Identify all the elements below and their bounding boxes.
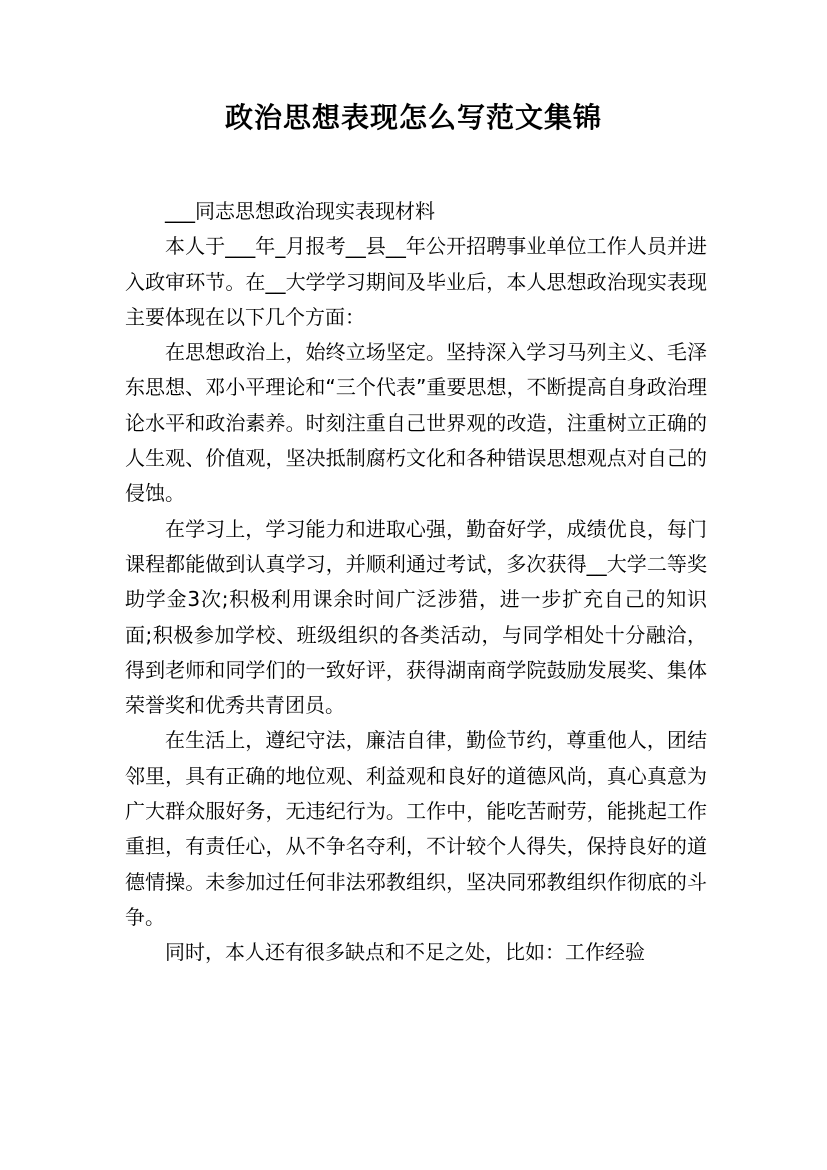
document-title: 政治思想表现怎么写范文集锦: [224, 101, 602, 134]
paragraph-intro: 本人于___年_月报考__县__年公开招聘事业单位工作人员并进入政审环节。在__大学学习期间及毕业后，本人思想政治现实表现主要体现在以下几个方面：: [125, 234, 707, 329]
paragraph-study: 在学习上，学习能力和进取心强，勤奋好学，成绩优良，每门课程都能做到认真学习，并顺利通过考试，多次获得__大学二等奖助学金3次;积极利用课余时间广泛涉猎，进一步扩充自己的知识面;积极参加学校、班级组织的各类活动，与同学相处十分融洽，得到老师和同学们的一致好评，获得湖南商学院鼓励发展奖、集体荣誉奖和优秀共青团员。: [125, 516, 707, 718]
paragraph-life: 在生活上，遵纪守法，廉洁自律，勤俭节约，尊重他人，团结邻里，具有正确的地位观、利益观和良好的道德风尚，真心真意为广大群众服好务，无违纪行为。工作中，能吃苦耐劳，能挑起工作重担，有责任心，从不争名夺利，不计较个人得失，保持良好的道德情操。未参加过任何非法邪教组织，坚决同邪教组织作彻底的斗争。: [125, 728, 707, 929]
paragraph-heading: ___同志思想政治现实表现材料: [165, 199, 435, 223]
paragraph-politics: 在思想政治上，始终立场坚定。坚持深入学习马列主义、毛泽东思想、邓小平理论和“三个代表”重要思想，不断提高自身政治理论水平和政治素养。时刻注重自己世界观的改造，注重树立正确的人生观、价值观，坚决抵制腐朽文化和各种错误思想观点对自己的侵蚀。: [125, 340, 707, 506]
paragraph-shortcomings: 同时，本人还有很多缺点和不足之处，比如：工作经验: [165, 940, 645, 965]
document-body: [125, 194, 707, 971]
